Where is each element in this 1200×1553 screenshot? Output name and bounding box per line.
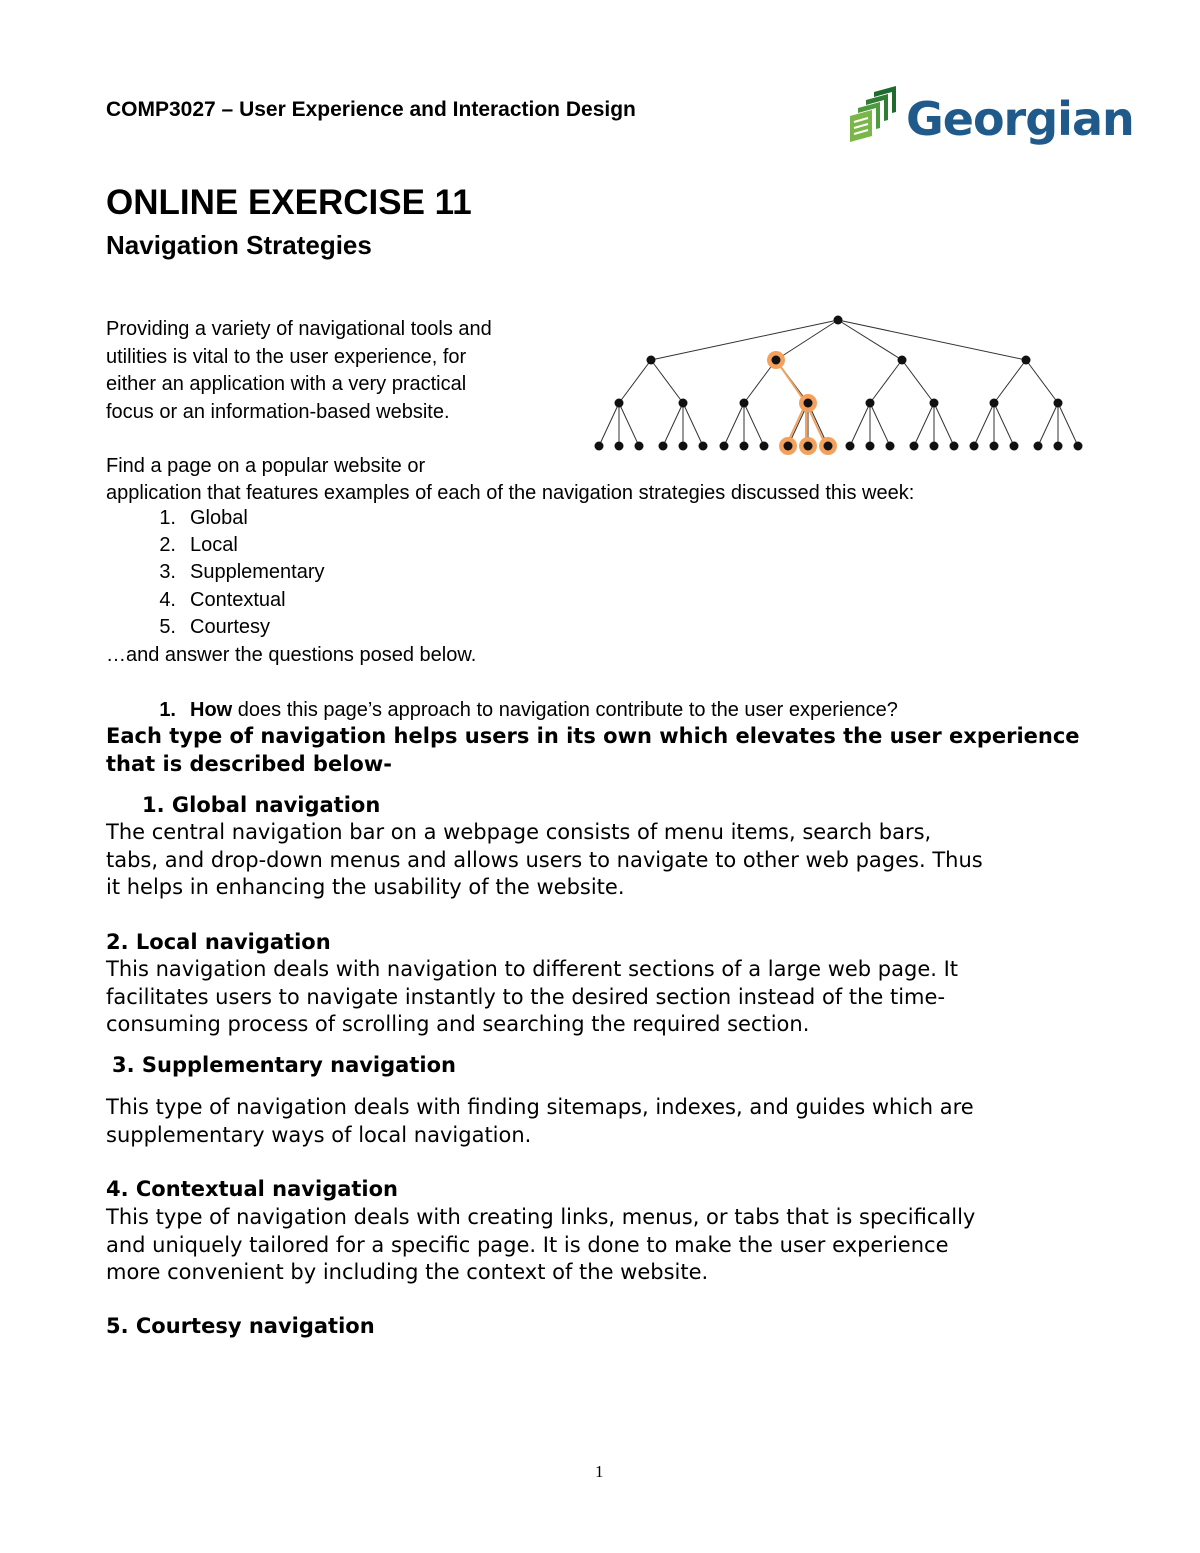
tree-node — [699, 442, 708, 451]
tree-edge — [724, 403, 744, 446]
intro-paragraph — [106, 316, 576, 426]
tree-node — [760, 442, 769, 451]
tree-node — [679, 399, 688, 408]
tree-edge — [744, 403, 764, 446]
page-number: 1 — [595, 1462, 604, 1481]
tree-edge — [1058, 403, 1078, 446]
tree-node — [930, 442, 939, 451]
local-paragraph: This navigation deals with navigation to different sections of a large web page. It facilitates users to navigate instantly to the desired section instead of the time- consuming process of scrolling and searching the required section. — [106, 957, 959, 1036]
global-heading: 1. Global navigation — [142, 793, 381, 817]
tree-node — [1074, 442, 1083, 451]
tree-edge — [651, 360, 683, 403]
tree-edge — [619, 360, 651, 403]
tree-edge — [974, 403, 994, 446]
tree-edge — [902, 360, 934, 403]
intro-line: focus or an information-based website. — [106, 400, 450, 423]
tree-node — [615, 399, 624, 408]
tree-node — [804, 399, 813, 408]
intro-line: Providing a variety of navigational tools and — [106, 318, 492, 340]
intro-line: either an application with a very practical — [106, 373, 467, 395]
find-line: application that features examples of each of the navigation strategies discussed this week: — [106, 482, 915, 504]
tree-node — [1054, 442, 1063, 451]
intro-line: utilities is vital to the user experience, for — [106, 345, 467, 368]
find-line: Find a page on a popular website or — [106, 455, 426, 477]
tree-edge — [914, 403, 934, 446]
list-item: 3. Supplementary — [159, 561, 325, 584]
tree-node — [846, 442, 855, 451]
tree-node — [930, 399, 939, 408]
page-subtitle: Navigation Strategies — [106, 230, 372, 260]
courtesy-heading: 5. Courtesy navigation — [106, 1314, 375, 1338]
tree-node — [824, 442, 833, 451]
supplementary-paragraph: This type of navigation deals with finding sitemaps, indexes, and guides which are supplementary ways of local navigation. — [106, 1095, 974, 1147]
tree-edge — [870, 360, 902, 403]
list-item: 5. Courtesy — [159, 615, 271, 638]
tree-node — [866, 399, 875, 408]
tree-node — [1054, 399, 1063, 408]
tree-node — [886, 442, 895, 451]
tree-edge — [934, 403, 954, 446]
tree-node — [647, 356, 656, 365]
list-item: 1. Global — [159, 507, 248, 529]
tree-edge — [850, 403, 870, 446]
contextual-paragraph: This type of navigation deals with creating links, menus, or tabs that is specifically and uniquely tailored for a specific page. It is done to make the user experience more convenient by including the context of the website. — [106, 1205, 976, 1284]
tree-node — [1034, 442, 1043, 451]
course-title: COMP3027 – User Experience and Interaction Design — [106, 98, 636, 121]
supplementary-heading: 3. Supplementary navigation — [112, 1053, 456, 1077]
tree-edge — [838, 320, 1026, 360]
tree-node — [898, 356, 907, 365]
tree-node — [615, 442, 624, 451]
tree-node — [720, 442, 729, 451]
tree-node — [635, 442, 644, 451]
tree-node — [740, 399, 749, 408]
tree-node — [834, 316, 843, 325]
tree-edge — [870, 403, 890, 446]
answer-instructions: …and answer the questions posed below. — [106, 644, 477, 666]
tree-edge — [994, 360, 1026, 403]
answer-lead: Each type of navigation helps users in its own which elevates the user experience that is described below- — [106, 724, 1080, 776]
tree-edge — [651, 320, 838, 360]
tree-node — [679, 442, 688, 451]
tree-edge — [663, 403, 683, 446]
tree-node — [970, 442, 979, 451]
list-item: 2. Local — [159, 534, 238, 557]
tree-node — [950, 442, 959, 451]
tree-node — [1010, 442, 1019, 451]
tree-node — [784, 442, 793, 451]
navigation-tree-diagram — [588, 310, 1088, 462]
contextual-heading: 4. Contextual navigation — [106, 1177, 399, 1201]
tree-node — [990, 399, 999, 408]
tree-edge — [619, 403, 639, 446]
tree-edge — [838, 320, 902, 360]
tree-edge — [683, 403, 703, 446]
logo-mark-icon — [850, 86, 896, 142]
local-heading: 2. Local navigation — [106, 930, 331, 954]
strategy-list — [106, 505, 325, 641]
tree-edge — [994, 403, 1014, 446]
tree-edge — [776, 320, 838, 360]
tree-node — [659, 442, 668, 451]
global-paragraph: The central navigation bar on a webpage consists of menu items, search bars, tabs, and drop-down menus and allows users to navigate to other web pages. Thus it helps in enhancing the usability of the website. — [106, 820, 983, 899]
page-title: ONLINE EXERCISE 11 — [106, 183, 472, 222]
list-item: 4. Contextual — [159, 588, 286, 611]
tree-node — [910, 442, 919, 451]
tree-node — [804, 442, 813, 451]
tree-edge — [599, 403, 619, 446]
tree-node — [740, 442, 749, 451]
logo-wordmark: Georgian — [906, 92, 1134, 146]
tree-node — [595, 442, 604, 451]
tree-edge — [1026, 360, 1058, 403]
question-1: 1. How does this page’s approach to navigation contribute to the user experience? — [159, 699, 898, 721]
tree-node — [772, 356, 781, 365]
tree-node — [1022, 356, 1031, 365]
tree-node — [866, 442, 875, 451]
tree-edge — [1038, 403, 1058, 446]
tree-node — [990, 442, 999, 451]
